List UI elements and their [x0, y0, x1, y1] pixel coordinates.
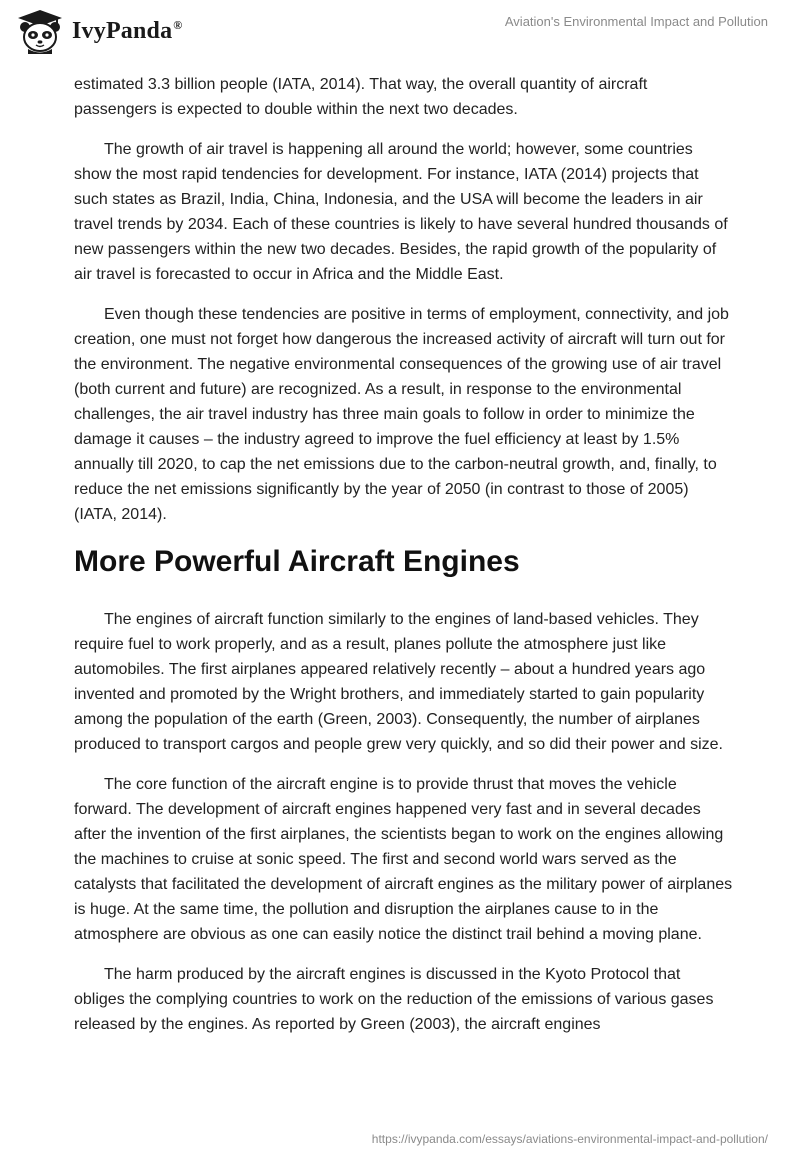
section-heading: More Powerful Aircraft Engines	[74, 545, 520, 578]
paragraph: The engines of aircraft function similarly to the engines of land-based vehicles. They require fuel to work properly, and as a result, planes pollute the atmosphere just like automobiles. The first airplanes appeared relatively recently – about a hundred years ago invented and promoted by the Wright brothers, and immediately started to gain popularity among the population of the earth (Green, 2003). Consequently, the number of airplanes produced to transport cargos and people grew very quickly, and so did their power and size.	[74, 611, 723, 753]
paragraph: Even though these tendencies are positive in terms of employment, connectivity, and job creation, one must not forget how dangerous the increased activity of aircraft will turn out for the environment. The negative environmental consequences of the growing use of air travel (both current and future) are recognized. As a result, in response to the environmental challenges, the air travel industry has three main goals to follow in order to minimize the damage it causes – the industry agreed to improve the fuel efficiency at least by 1.5% annually till 2020, to cap the net emissions due to the carbon-neutral growth, and, finally, to reduce the net emissions significantly by the year of 2050 (in contrast to those of 2005) (IATA, 2014).	[74, 306, 729, 523]
page-header	[0, 0, 800, 72]
paragraph: estimated 3.3 billion people (IATA, 2014). That way, the overall quantity of aircraft passengers is expected to double within the next two decades.	[74, 76, 648, 118]
paragraph: The growth of air travel is happening all around the world; however, some countries show the most rapid tendencies for development. For instance, IATA (2014) projects that such states as Brazil, India, China, Indonesia, and the USA will become the leaders in air travel trends by 2034. Each of these countries is likely to have several hundred thousands of new passengers within the new two decades. Besides, the rapid growth of the popularity of air travel is forecasted to occur in Africa and the Middle East.	[74, 141, 728, 283]
brand-name: IvyPanda®	[72, 17, 183, 44]
source-url[interactable]: https://ivypanda.com/essays/aviations-environmental-impact-and-pollution/	[371, 1132, 768, 1146]
paragraph: The harm produced by the aircraft engines is discussed in the Kyoto Protocol that obliges the complying countries to work on the reduction of the emissions of various gases released by the engines. As reported by Green (2003), the aircraft engines	[74, 966, 714, 1033]
panda-graduate-icon	[14, 8, 66, 54]
document-title: Aviation's Environmental Impact and Pollution	[504, 14, 768, 29]
paragraph: The core function of the aircraft engine is to provide thrust that moves the vehicle forward. The development of aircraft engines happened very fast and in several decades after the invention of the first airplanes, the scientists began to work on the engines allowing the machines to cruise at sonic speed. The first and second world wars served as the catalysts that facilitated the development of aircraft engines as the military power of airplanes is huge. At the same time, the pollution and disruption the airplanes cause to in the atmosphere are obvious as one can easily notice the distinct trail behind a moving plane.	[74, 776, 733, 943]
brand-logo[interactable]	[14, 8, 182, 54]
essay-body	[74, 72, 734, 1052]
